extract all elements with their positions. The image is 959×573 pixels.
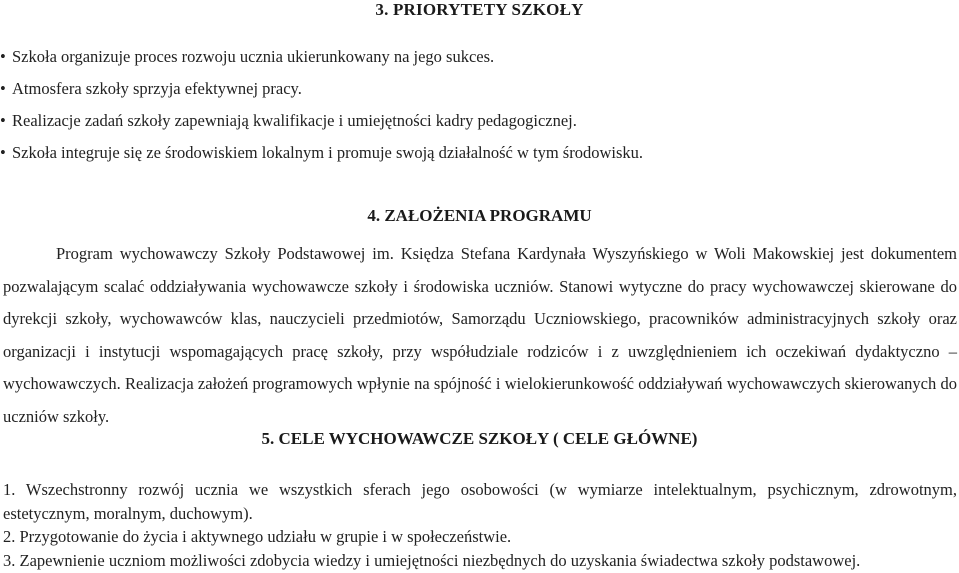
goal-item: 1. Wszechstronny rozwój ucznia we wszystkich sferach jego osobowości (w wymiarze intelektualnym, psychicznym, zdrowotnym, estetycznym, moralnym, duchowym). <box>3 480 957 523</box>
bullet-icon: • <box>0 47 6 66</box>
priority-text: Szkoła organizuje proces rozwoju ucznia ukierunkowany na jego sukces. <box>12 47 495 66</box>
section-5-heading: 5. CELE WYCHOWAWCZE SZKOŁY ( CELE GŁÓWNE) <box>261 429 698 448</box>
goals-list <box>3 478 957 572</box>
priority-item <box>0 110 959 142</box>
bullet-icon: • <box>0 143 6 162</box>
priority-text: Realizacje zadań szkoły zapewniają kwalifikacje i umiejętności kadry pedagogicznej. <box>12 111 577 130</box>
goal-item: 3. Zapewnienie uczniom możliwości zdobycia wiedzy i umiejętności niezbędnych do uzyskania świadectwa szkoły podstawowej. <box>3 550 861 570</box>
goal-item: 2. Przygotowanie do życia i aktywnego udziału w grupie i w społeczeństwie. <box>3 527 512 546</box>
section-4-heading: 4. ZAŁOŻENIA PROGRAMU <box>367 206 592 225</box>
priority-text: Atmosfera szkoły sprzyja efektywnej pracy. <box>12 79 302 98</box>
bullet-icon: • <box>0 79 6 98</box>
program-assumptions-paragraph: Program wychowawczy Szkoły Podstawowej im. Księdza Stefana Kardynała Wyszyńskiego w Woli Makowskiej jest dokumentem pozwalającym scalać oddziaływania wychowawcze szkoły i środowiska uczniów. Stanowi wytyczne do pracy wychowawczej skierowane do dyrekcji szkoły, wychowawców klas, nauczycieli przedmiotów, Samorządu Uczniowskiego, pracowników administracyjnych szkoły oraz organizacji i instytucji wspomagających pracę szkoły, przy współudziale rodziców i z uwzględnieniem ich oczekiwań dydaktyczno – wychowawczych. Realizacja założeń programowych wpłynie na spójność i wielokierunkowość oddziaływań wychowawczych skierowanych do uczniów szkoły. <box>3 244 957 426</box>
priority-item <box>0 142 959 174</box>
priority-item <box>0 46 959 78</box>
priority-text: Szkoła integruje się ze środowiskiem lokalnym i promuje swoją działalność w tym środowisku. <box>12 143 644 162</box>
section-3-heading: 3. PRIORYTETY SZKOŁY <box>375 0 584 19</box>
bullet-icon: • <box>0 111 6 130</box>
priorities-list <box>0 46 959 174</box>
priority-item <box>0 78 959 110</box>
